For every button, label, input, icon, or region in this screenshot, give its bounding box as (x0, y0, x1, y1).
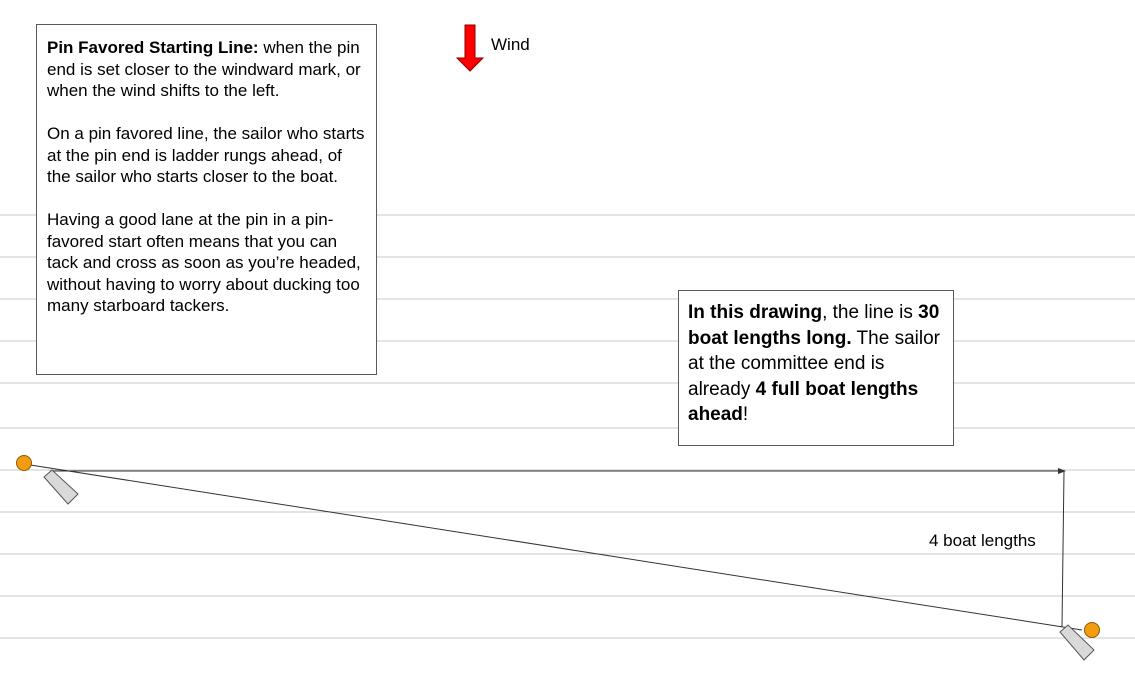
pin-mark-icon (17, 456, 32, 471)
note-text-6: ! (742, 404, 749, 425)
info-paragraph-3: Having a good lane at the pin in a pin-favored start often means that you can tack and cross as soon as you’re headed, without having to worry about ducking too many starboard tackers. (47, 210, 361, 315)
wind-arrow-icon (457, 25, 483, 71)
note-text-4: The sailor at the committee end is already (688, 327, 940, 400)
info-title: Pin Favored Starting Line: (47, 38, 259, 57)
info-paragraph-2: On a pin favored line, the sailor who starts at the pin end is ladder rungs ahead, of the sailor who starts closer to the boat. (47, 124, 365, 186)
note-text (688, 300, 947, 428)
note-box (678, 290, 954, 446)
measure-line (1062, 471, 1064, 627)
info-paragraph-1 (47, 37, 368, 102)
wind-label: Wind (491, 35, 530, 54)
pin-boat-icon (44, 470, 78, 504)
info-box (36, 24, 377, 375)
arrowhead-icon (1058, 468, 1066, 474)
note-bold-1: In this drawing (688, 302, 823, 323)
info-intro: when the pin end is set closer to the windward mark, or when the wind shifts to the left. (47, 38, 361, 100)
committee-mark-icon (1085, 623, 1100, 638)
note-bold-5: 4 full boat lengths ahead (688, 378, 919, 425)
note-bold-3: 30 boat lengths long. (688, 302, 940, 349)
note-text-2: , the line is (822, 302, 919, 323)
starting-line (24, 464, 1082, 630)
measure-label: 4 boat lengths (929, 531, 1036, 550)
